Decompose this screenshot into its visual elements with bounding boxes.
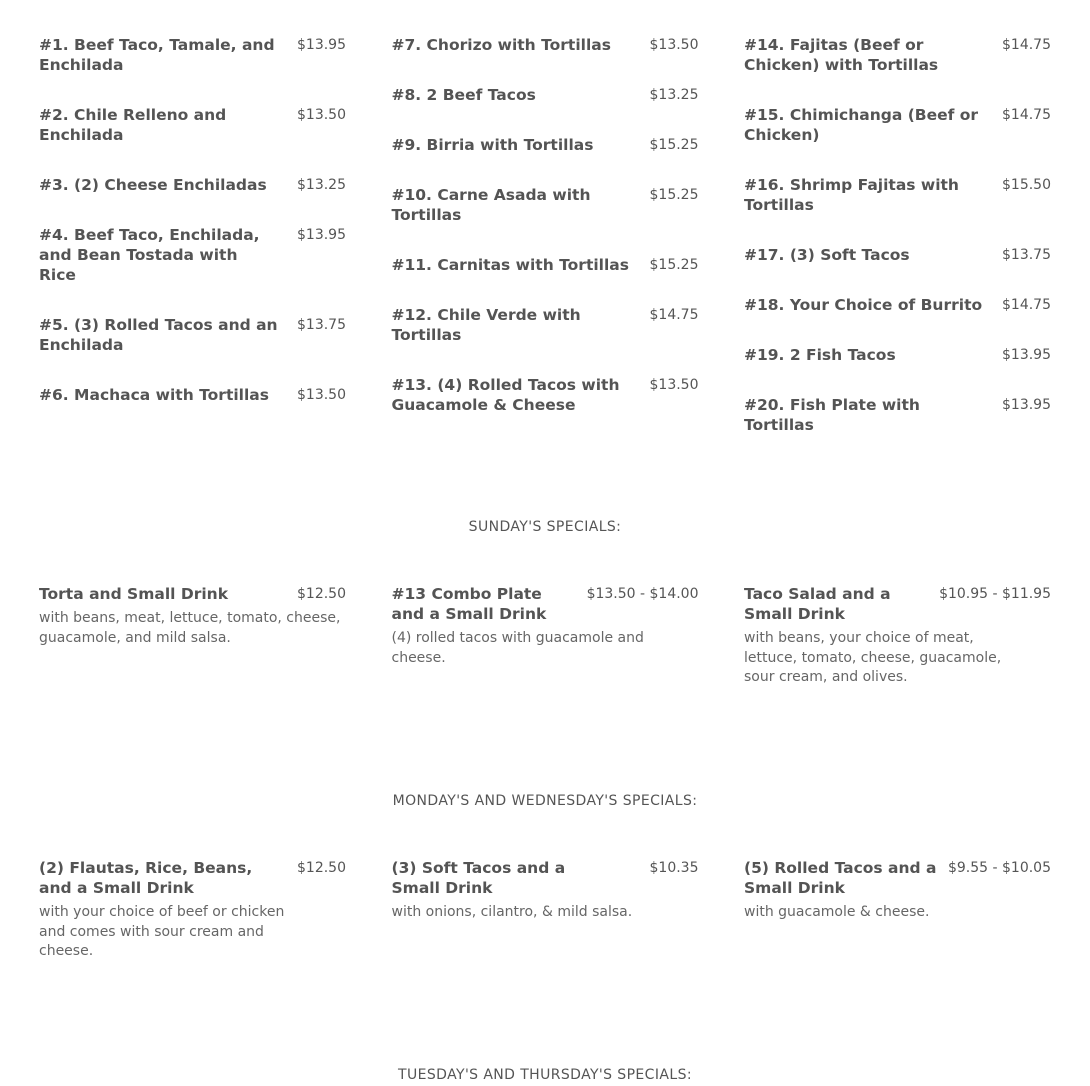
item-name: #14. Fajitas (Beef or Chicken) with Tortillas xyxy=(744,36,939,74)
main-menu-grid xyxy=(39,35,1051,465)
menu-item xyxy=(39,35,346,75)
menu-item xyxy=(392,305,699,345)
item-name: #20. Fish Plate with Tortillas xyxy=(744,396,920,434)
item-name: #4. Beef Taco, Enchilada, and Bean Tostada with Rice xyxy=(39,226,260,284)
item-price: $13.25 xyxy=(649,87,699,103)
special-name: (2) Flautas, Rice, Beans, and a Small Drink xyxy=(39,859,253,897)
menu-item xyxy=(744,175,1051,215)
menu-column-1 xyxy=(39,35,346,465)
menu-item xyxy=(744,105,1051,145)
menu-item xyxy=(39,175,346,195)
item-name: #8. 2 Beef Tacos xyxy=(391,86,536,104)
item-name: #12. Chile Verde with Tortillas xyxy=(391,306,581,344)
special-description: with onions, cilantro, & mild salsa. xyxy=(391,904,633,920)
menu-item xyxy=(392,255,699,275)
item-name: #1. Beef Taco, Tamale, and Enchilada xyxy=(39,36,275,74)
monday-wednesday-specials-title: MONDAY'S AND WEDNESDAY'S SPECIALS: xyxy=(392,793,698,809)
special-price: $12.50 xyxy=(297,860,346,876)
special-description: with beans, meat, lettuce, tomato, cheese, guacamole, and mild salsa. xyxy=(39,610,341,646)
special-item xyxy=(392,584,699,688)
item-price: $14.75 xyxy=(1002,107,1051,123)
item-price: $14.75 xyxy=(649,307,699,323)
special-price: $10.95 - $11.95 xyxy=(939,586,1051,602)
item-price: $13.95 xyxy=(1002,347,1051,363)
item-name: #6. Machaca with Tortillas xyxy=(39,386,269,404)
item-price: $15.25 xyxy=(649,187,699,203)
sunday-specials-title: SUNDAY'S SPECIALS: xyxy=(468,519,622,535)
special-price: $13.50 - $14.00 xyxy=(586,586,699,602)
item-price: $13.25 xyxy=(297,177,346,193)
menu-item xyxy=(744,345,1051,365)
item-name: #11. Carnitas with Tortillas xyxy=(391,256,629,274)
item-name: #15. Chimichanga (Beef or Chicken) xyxy=(744,106,979,144)
item-price: $13.50 xyxy=(649,37,699,53)
special-name: (5) Rolled Tacos and a Small Drink xyxy=(744,859,937,897)
special-description: with beans, your choice of meat, lettuce, tomato, cheese, guacamole, sour cream, and olives. xyxy=(744,630,1002,685)
special-description: with your choice of beef or chicken and comes with sour cream and cheese. xyxy=(39,904,285,959)
special-name: (3) Soft Tacos and a Small Drink xyxy=(391,859,566,897)
menu-item xyxy=(39,315,346,355)
special-item xyxy=(39,584,346,688)
special-name: Torta and Small Drink xyxy=(39,585,229,603)
item-price: $13.50 xyxy=(649,377,699,393)
special-price: $9.55 - $10.05 xyxy=(947,860,1051,876)
menu-item xyxy=(392,135,699,155)
special-name: #13 Combo Plate and a Small Drink xyxy=(391,585,547,623)
item-name: #7. Chorizo with Tortillas xyxy=(391,36,611,54)
sunday-specials-grid xyxy=(39,584,1051,688)
item-name: #18. Your Choice of Burrito xyxy=(744,296,983,314)
menu-item xyxy=(39,105,346,145)
special-description: with guacamole & cheese. xyxy=(744,904,930,920)
item-price: $15.50 xyxy=(1002,177,1051,193)
item-name: #5. (3) Rolled Tacos and an Enchilada xyxy=(39,316,278,354)
menu-item xyxy=(392,375,699,415)
menu-item xyxy=(392,35,699,55)
menu-item xyxy=(744,245,1051,265)
item-name: #16. Shrimp Fajitas with Tortillas xyxy=(744,176,959,214)
menu-item xyxy=(744,295,1051,315)
item-price: $15.25 xyxy=(649,257,699,273)
menu-item xyxy=(39,225,346,285)
item-name: #9. Birria with Tortillas xyxy=(391,136,594,154)
menu-column-2 xyxy=(392,35,699,465)
item-price: $15.25 xyxy=(649,137,699,153)
item-price: $13.75 xyxy=(297,317,346,333)
item-price: $13.95 xyxy=(297,227,346,243)
special-price: $12.50 xyxy=(297,586,346,602)
tuesday-thursday-specials-title: TUESDAY'S AND THURSDAY'S SPECIALS: xyxy=(398,1067,692,1083)
item-price: $13.50 xyxy=(297,387,346,403)
special-price: $10.35 xyxy=(649,860,699,876)
menu-column-3 xyxy=(744,35,1051,465)
special-description: (4) rolled tacos with guacamole and cheese. xyxy=(391,630,644,666)
menu-item xyxy=(392,85,699,105)
item-price: $13.95 xyxy=(1002,397,1051,413)
item-price: $13.75 xyxy=(1002,247,1051,263)
item-price: $14.75 xyxy=(1002,37,1051,53)
item-name: #2. Chile Relleno and Enchilada xyxy=(39,106,227,144)
item-name: #19. 2 Fish Tacos xyxy=(744,346,896,364)
menu-item xyxy=(744,35,1051,75)
item-name: #3. (2) Cheese Enchiladas xyxy=(39,176,267,194)
item-name: #10. Carne Asada with Tortillas xyxy=(391,186,591,224)
monday-wednesday-specials-grid xyxy=(39,858,1051,962)
menu-item xyxy=(744,395,1051,435)
menu-item xyxy=(392,185,699,225)
special-item xyxy=(744,858,1051,962)
item-name: #17. (3) Soft Tacos xyxy=(744,246,910,264)
menu-item xyxy=(39,385,346,405)
special-item xyxy=(744,584,1051,688)
special-item xyxy=(392,858,699,962)
item-price: $13.95 xyxy=(297,37,346,53)
item-name: #13. (4) Rolled Tacos with Guacamole & Cheese xyxy=(391,376,620,414)
special-name: Taco Salad and a Small Drink xyxy=(744,585,891,623)
item-price: $14.75 xyxy=(1002,297,1051,313)
special-item xyxy=(39,858,346,962)
item-price: $13.50 xyxy=(297,107,346,123)
